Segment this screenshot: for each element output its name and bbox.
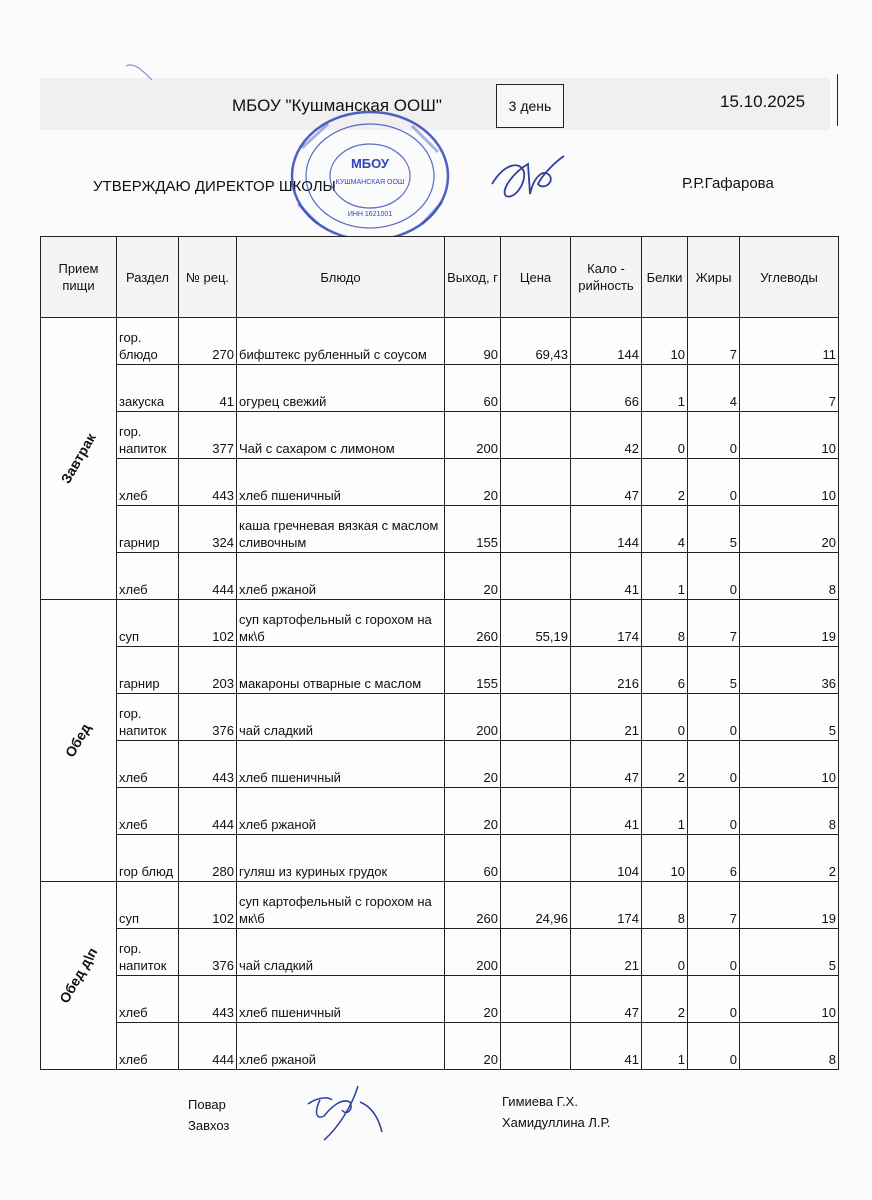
row-fat: 5 <box>688 647 740 694</box>
row-section: хлеб <box>117 1023 179 1070</box>
meal-name: Завтрак <box>57 429 99 486</box>
row-dish: хлеб пшеничный <box>237 741 445 788</box>
row-recipe: 203 <box>179 647 237 694</box>
meal-cell <box>41 882 117 1070</box>
row-calories: 47 <box>571 459 642 506</box>
row-recipe: 324 <box>179 506 237 553</box>
row-price <box>501 647 571 694</box>
table-row <box>41 506 839 553</box>
row-recipe: 376 <box>179 694 237 741</box>
row-calories: 21 <box>571 694 642 741</box>
row-price <box>501 694 571 741</box>
pen-scribble-mark <box>120 58 160 86</box>
col-section: Раздел <box>117 237 179 318</box>
row-output: 260 <box>445 882 501 929</box>
row-output: 60 <box>445 365 501 412</box>
cook-signature <box>298 1076 398 1144</box>
row-fat: 0 <box>688 694 740 741</box>
row-recipe: 102 <box>179 882 237 929</box>
row-protein: 1 <box>642 1023 688 1070</box>
row-fat: 0 <box>688 741 740 788</box>
table-row <box>41 459 839 506</box>
table-row <box>41 412 839 459</box>
row-fat: 0 <box>688 412 740 459</box>
day-label: 3 день <box>496 84 564 128</box>
row-recipe: 280 <box>179 835 237 882</box>
row-section: гарнир <box>117 506 179 553</box>
stamp-inn-text: ИНН 1621001 <box>347 211 393 218</box>
row-price <box>501 788 571 835</box>
row-section: хлеб <box>117 976 179 1023</box>
row-protein: 2 <box>642 741 688 788</box>
row-calories: 104 <box>571 835 642 882</box>
storekeeper-name: Хамидуллина Л.Р. <box>502 1115 611 1130</box>
row-dish: хлеб пшеничный <box>237 976 445 1023</box>
cook-name: Гимиева Г.Х. <box>502 1094 578 1109</box>
row-section: суп <box>117 600 179 647</box>
row-dish: суп картофельный с горохом на мк\б <box>237 600 445 647</box>
row-protein: 0 <box>642 929 688 976</box>
col-recipe: № рец. <box>179 237 237 318</box>
row-dish: огурец свежий <box>237 365 445 412</box>
table-header-row <box>41 237 839 318</box>
row-section: хлеб <box>117 553 179 600</box>
row-output: 20 <box>445 976 501 1023</box>
table-row <box>41 1023 839 1070</box>
row-carbs: 10 <box>740 976 839 1023</box>
row-calories: 144 <box>571 506 642 553</box>
row-protein: 2 <box>642 976 688 1023</box>
row-calories: 144 <box>571 318 642 365</box>
meal-name: Обед д\п <box>55 944 101 1006</box>
row-output: 20 <box>445 788 501 835</box>
row-recipe: 443 <box>179 459 237 506</box>
row-calories: 66 <box>571 365 642 412</box>
row-fat: 7 <box>688 882 740 929</box>
col-dish: Блюдо <box>237 237 445 318</box>
row-recipe: 444 <box>179 1023 237 1070</box>
col-output: Выход, г <box>445 237 501 318</box>
row-section: хлеб <box>117 459 179 506</box>
row-calories: 47 <box>571 976 642 1023</box>
table-row <box>41 835 839 882</box>
school-name: МБОУ "Кушманская ООШ" <box>232 96 442 115</box>
row-output: 200 <box>445 929 501 976</box>
col-fat: Жиры <box>688 237 740 318</box>
row-fat: 0 <box>688 1023 740 1070</box>
row-fat: 4 <box>688 365 740 412</box>
row-recipe: 443 <box>179 976 237 1023</box>
row-dish: каша гречневая вязкая с маслом сливочным <box>237 506 445 553</box>
col-protein: Белки <box>642 237 688 318</box>
table-row <box>41 882 839 929</box>
row-protein: 4 <box>642 506 688 553</box>
row-carbs: 10 <box>740 741 839 788</box>
row-fat: 0 <box>688 788 740 835</box>
row-protein: 1 <box>642 365 688 412</box>
row-price <box>501 365 571 412</box>
row-protein: 6 <box>642 647 688 694</box>
meal-cell <box>41 318 117 600</box>
row-fat: 7 <box>688 318 740 365</box>
row-fat: 0 <box>688 929 740 976</box>
row-price: 69,43 <box>501 318 571 365</box>
row-fat: 0 <box>688 976 740 1023</box>
col-calories: Кало - рийность <box>571 237 642 318</box>
row-protein: 1 <box>642 553 688 600</box>
row-price <box>501 553 571 600</box>
row-carbs: 19 <box>740 882 839 929</box>
col-carbs: Углеводы <box>740 237 839 318</box>
table-row <box>41 741 839 788</box>
row-fat: 6 <box>688 835 740 882</box>
cook-label: Повар <box>188 1097 226 1112</box>
row-section: гор. напиток <box>117 412 179 459</box>
stamp-center-text: МБОУ <box>350 156 390 171</box>
row-carbs: 5 <box>740 929 839 976</box>
row-protein: 1 <box>642 788 688 835</box>
row-section: гор. напиток <box>117 694 179 741</box>
row-dish: хлеб пшеничный <box>237 459 445 506</box>
table-row <box>41 600 839 647</box>
table-row <box>41 976 839 1023</box>
row-output: 20 <box>445 741 501 788</box>
row-calories: 216 <box>571 647 642 694</box>
row-dish: макароны отварные с маслом <box>237 647 445 694</box>
header-divider <box>837 74 838 126</box>
row-dish: хлеб ржаной <box>237 1023 445 1070</box>
row-price <box>501 929 571 976</box>
row-calories: 41 <box>571 553 642 600</box>
row-output: 20 <box>445 1023 501 1070</box>
table-row <box>41 694 839 741</box>
row-protein: 0 <box>642 694 688 741</box>
row-dish: хлеб ржаной <box>237 553 445 600</box>
row-carbs: 2 <box>740 835 839 882</box>
row-price <box>501 835 571 882</box>
row-section: гор. напиток <box>117 929 179 976</box>
row-carbs: 5 <box>740 694 839 741</box>
row-price <box>501 459 571 506</box>
row-dish: бифштекс рубленный с соусом <box>237 318 445 365</box>
menu-body <box>41 318 839 1070</box>
row-price <box>501 412 571 459</box>
row-calories: 41 <box>571 788 642 835</box>
stamp-name-text: КУШМАНСКАЯ ООШ <box>335 179 405 186</box>
row-carbs: 8 <box>740 553 839 600</box>
col-price: Цена <box>501 237 571 318</box>
row-dish: гуляш из куриных грудок <box>237 835 445 882</box>
row-recipe: 377 <box>179 412 237 459</box>
director-name: Р.Р.Гафарова <box>682 175 774 192</box>
row-section: хлеб <box>117 741 179 788</box>
row-price <box>501 506 571 553</box>
row-fat: 0 <box>688 459 740 506</box>
row-protein: 8 <box>642 600 688 647</box>
row-calories: 174 <box>571 600 642 647</box>
row-output: 200 <box>445 412 501 459</box>
row-carbs: 36 <box>740 647 839 694</box>
meal-name: Обед <box>62 720 95 760</box>
row-recipe: 41 <box>179 365 237 412</box>
row-calories: 42 <box>571 412 642 459</box>
row-calories: 21 <box>571 929 642 976</box>
row-section: гор. блюдо <box>117 318 179 365</box>
row-calories: 174 <box>571 882 642 929</box>
row-price: 55,19 <box>501 600 571 647</box>
row-carbs: 19 <box>740 600 839 647</box>
row-carbs: 10 <box>740 412 839 459</box>
row-carbs: 8 <box>740 788 839 835</box>
row-recipe: 270 <box>179 318 237 365</box>
row-price <box>501 741 571 788</box>
row-protein: 0 <box>642 412 688 459</box>
row-output: 60 <box>445 835 501 882</box>
row-protein: 10 <box>642 318 688 365</box>
row-output: 90 <box>445 318 501 365</box>
row-recipe: 376 <box>179 929 237 976</box>
row-recipe: 444 <box>179 553 237 600</box>
row-fat: 0 <box>688 553 740 600</box>
meal-cell <box>41 600 117 882</box>
row-fat: 7 <box>688 600 740 647</box>
row-price <box>501 976 571 1023</box>
table-row <box>41 647 839 694</box>
row-carbs: 20 <box>740 506 839 553</box>
row-dish: чай сладкий <box>237 694 445 741</box>
table-row <box>41 365 839 412</box>
row-calories: 47 <box>571 741 642 788</box>
row-carbs: 7 <box>740 365 839 412</box>
menu-date: 15.10.2025 <box>720 92 806 111</box>
row-section: хлеб <box>117 788 179 835</box>
row-recipe: 444 <box>179 788 237 835</box>
row-carbs: 8 <box>740 1023 839 1070</box>
row-recipe: 102 <box>179 600 237 647</box>
row-output: 200 <box>445 694 501 741</box>
row-section: закуска <box>117 365 179 412</box>
table-row <box>41 788 839 835</box>
school-stamp <box>288 108 452 244</box>
row-section: гарнир <box>117 647 179 694</box>
storekeeper-label: Завхоз <box>188 1118 230 1133</box>
row-price <box>501 1023 571 1070</box>
row-carbs: 11 <box>740 318 839 365</box>
row-dish: Чай с сахаром с лимоном <box>237 412 445 459</box>
row-section: суп <box>117 882 179 929</box>
row-dish: суп картофельный с горохом на мк\б <box>237 882 445 929</box>
row-fat: 5 <box>688 506 740 553</box>
row-calories: 41 <box>571 1023 642 1070</box>
table-row <box>41 929 839 976</box>
director-signature <box>484 150 574 210</box>
row-recipe: 443 <box>179 741 237 788</box>
row-output: 155 <box>445 647 501 694</box>
row-output: 155 <box>445 506 501 553</box>
table-row <box>41 553 839 600</box>
row-section: гор блюд <box>117 835 179 882</box>
row-carbs: 10 <box>740 459 839 506</box>
col-meal: Прием пищи <box>41 237 117 318</box>
row-protein: 2 <box>642 459 688 506</box>
row-output: 20 <box>445 553 501 600</box>
row-protein: 8 <box>642 882 688 929</box>
menu-table <box>40 236 839 1070</box>
row-output: 260 <box>445 600 501 647</box>
approval-line: УТВЕРЖДАЮ ДИРЕКТОР ШКОЛЫ <box>93 178 336 195</box>
row-dish: чай сладкий <box>237 929 445 976</box>
row-dish: хлеб ржаной <box>237 788 445 835</box>
row-protein: 10 <box>642 835 688 882</box>
row-price: 24,96 <box>501 882 571 929</box>
row-output: 20 <box>445 459 501 506</box>
table-row <box>41 318 839 365</box>
